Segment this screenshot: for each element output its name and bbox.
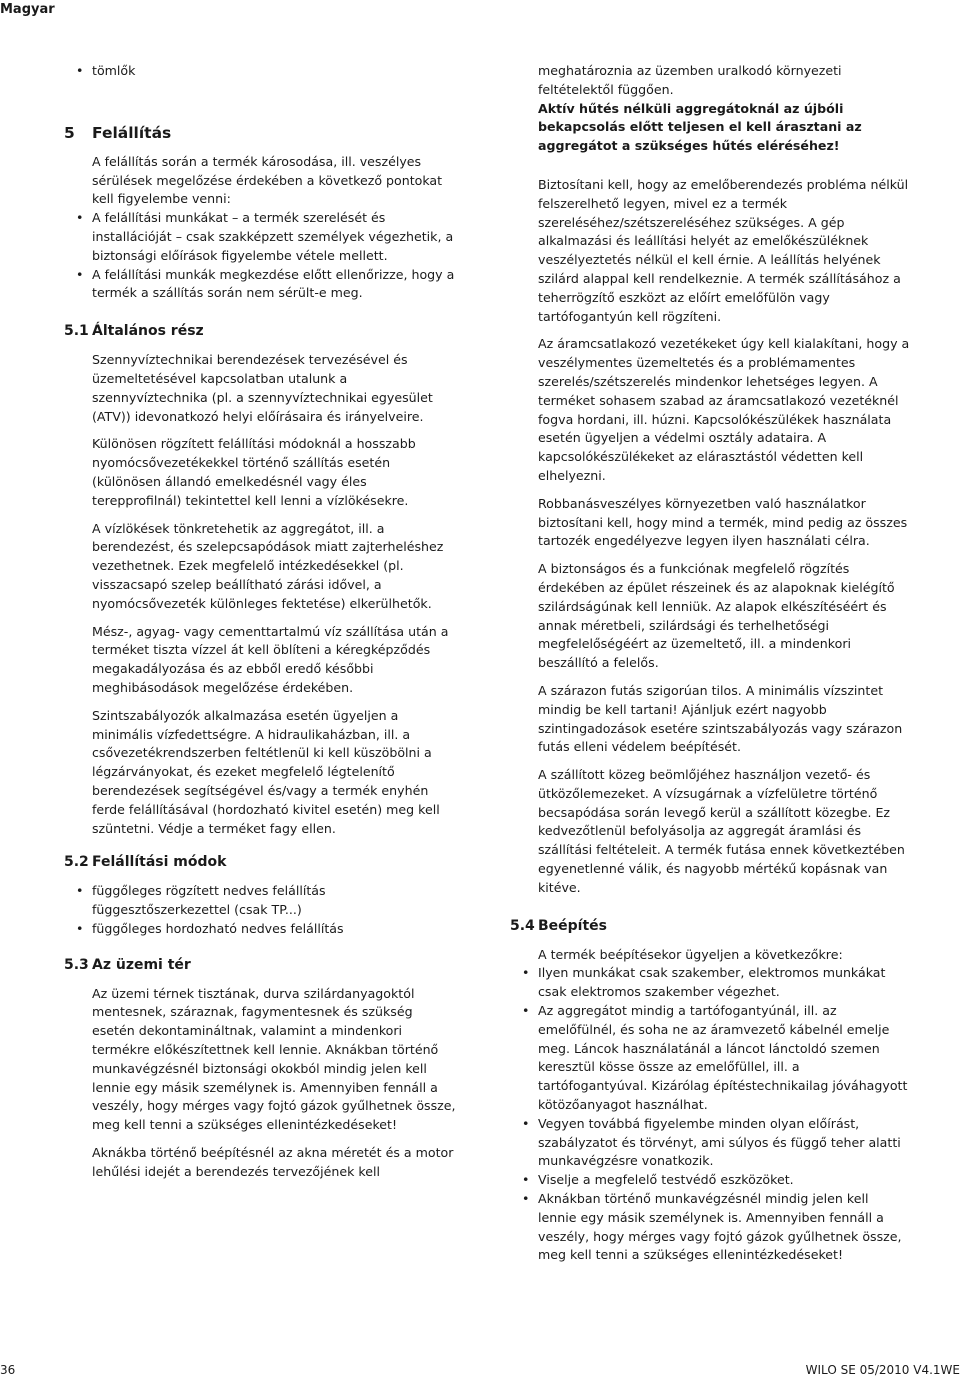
paragraph: A vízlökések tönkretehetik az aggregátot, ill. a berendezést, és szelepcsapódások miatt zajterheléshez vezethetnek. Ezek megfelelő intézkedésekkel (pl. visszacsapó szelep beállítható zárási idővel, a nyomócsővezeték különleges fektetése) elkerülhetők. xyxy=(92,520,444,611)
section-5-heading xyxy=(64,123,459,143)
list-item: • A felállítási munkák megkezdése előtt ellenőrizze, hogy a termék a szállítás során nem sérült-e meg. xyxy=(92,266,459,304)
paragraph: A szállított közeg beömlőjéhez használjon vezető- és ütközőlemezeket. A vízsugárnak a vízfelületre történő becsapódása során levegő kerül a szállított közegbe. Ez kedvezőtlenül befolyásolja az aggregát áramlási és szállítási feltételeit. A termék futása ennek következtében egyenetlenné válik, és nagyobb mértékű kopásnak van kitéve. xyxy=(538,767,905,895)
paragraph: A felállítás során a termék károsodása, ill. veszélyes sérülések megelőzése érdekében a következő pontokat kell figyelembe venni: xyxy=(92,153,443,207)
list-item: • Aknákban történő munkavégzésnél mindig jelen kell lennie egy másik személynek is. Amennyiben fennáll a veszély, hogy mérges vagy fojtó gázok gyűlhetnek össze, meg kell tenni a szükséges ellenintézkedéseket! xyxy=(538,1190,910,1265)
header-bar xyxy=(0,0,960,22)
list-item: • Vegyen továbbá figyelembe minden olyan előírást, szabályzatot és törvényt, ami súlyos és függő teher alatti munkavégzésre vonatkozik. xyxy=(538,1115,910,1171)
paragraph: A szárazon futás szigorúan tilos. A minimális vízszintet mindig be kell tartani! Ajánljuk ezért nagyobb szintingadozások esetére szintszabályozás vagy szárazon futás elleni védelem beépítését. xyxy=(538,682,903,755)
section-title: Felállítási módok xyxy=(92,854,227,871)
list-item: • Ilyen munkákat csak szakember, elektromos munkákat csak elektromos szakember végezhet. xyxy=(538,964,910,1002)
bullet-list xyxy=(64,209,459,303)
section-title: Felállítás xyxy=(92,123,172,142)
bullet-list xyxy=(64,882,459,938)
section-title: Az üzemi tér xyxy=(92,956,191,973)
section-number: 5 xyxy=(64,123,75,142)
section-number: 5.1 xyxy=(64,323,89,340)
section-number: 5.3 xyxy=(64,956,89,973)
paragraph: Az üzemi térnek tisztának, durva szilárdanyagoktól mentesnek, száraznak, fagymentesnek és szükség esetén dekontamináltnak, valamint a mindenkori termékre előkészítettnek kell lennie. Aknákban történő munkavégzésnél biztonsági okokból mindig jelen kell lennie egy másik személynek is. Amennyiben fennáll a veszély, hogy mérges vagy fojtó gázok gyűlhetnek össze, meg kell tenni a szükséges ellenintézkedéseket! xyxy=(92,985,456,1133)
section-5-1-heading xyxy=(64,321,459,341)
list-item: • Az aggregátot mindig a tartófogantyúnál, ill. az emelőfülnél, és soha ne az áramvezető kábelnél emelje meg. Láncok használatánál a láncot lánctoldó szemen keresztül kösse össze az emelőfüllel, ill. a tartófogantyúval. Kizárólag építéstechnikailag jóváhagyott kötözőanyagot használhat. xyxy=(538,1002,910,1115)
section-title: Általános rész xyxy=(92,323,204,340)
list-item: • Viselje a megfelelő testvédő eszközöket. xyxy=(538,1171,910,1190)
paragraph: Robbanásveszélyes környezetben való használatkor biztosítani kell, hogy mind a termék, mind pedig az összes tartozék engedélyezve legyen ilyen használati célra. xyxy=(538,495,908,549)
section-5-2-heading xyxy=(64,852,459,872)
bullet-list xyxy=(510,964,910,1265)
paragraph: Mész-, agyag- vagy cementtartalmú víz szállítása után a terméket tiszta vízzel át kell öblíteni a kéregképződés megakadályozása és az ebből eredő későbbi meghibásodások megelőzése érdekében. xyxy=(92,623,449,695)
list-item: • függőleges rögzített nedves felállítás függesztőszerkezettel (csak TP...) xyxy=(92,882,459,920)
language-label: Magyar xyxy=(0,2,55,17)
paragraph: Szintszabályozók alkalmazása esetén ügyeljen a minimális vízfedettségre. A hidraulikaházban, ill. a csővezetékrendszerben feltétlenül ki kell küszöbölni a légzárványokat, és ezeket megfelelő légtelenítő berendezések segítségével és/vagy a termék enyhén ferde felállításával (hordozható kivitel esetén) meg kell szüntetni. Védje a terméket fagy ellen. xyxy=(92,707,440,836)
paragraph: Szennyvíztechnikai berendezések tervezésével és üzemeltetésével kapcsolatban utalunk a szennyvíztechnika (pl. a szennyvíztechnikai egyesület (ATV)) idevonatkozó helyi előírásaira és irányelveire. xyxy=(92,352,433,424)
paragraph: meghatároznia az üzemben uralkodó környezeti feltételektől függően. xyxy=(538,63,842,97)
paragraph: A biztonságos és a funkciónak megfelelő rögzítés érdekében az épület részeinek és az alapoknak kielégítő szilárdságúnak kell lenniük. Az alapok elkészítéséért és annak méretbeli, szilárdsági és terhelhetőségi megfelelőségéért az üzemeltető, ill. a mindenkori beszállító a felelős. xyxy=(538,561,895,671)
paragraph: Az áramcsatlakozó vezetékeket úgy kell kialakítani, hogy a veszélymentes üzemeltetés és a problémamentes szerelés/szétszerelés mindenkor lehetséges legyen. A terméket sohasem szabad az áramcsatlakozó vezetéknél fogva hordani, ill. húzni. Kapcsolókészülékek használata esetén ügyeljen a védelmi osztály adataira. A kapcsolókészülékeket az elárasztástól védetten kell elhelyezni. xyxy=(538,336,910,483)
paragraph: A termék beépítésekor ügyeljen a következőkre: xyxy=(538,946,843,962)
warning-paragraph: Aktív hűtés nélküli aggregátoknál az újbóli bekapcsolás előtt teljesen el kell árasztani az aggregátot a szükséges hűtés eléréséhez! xyxy=(538,100,862,154)
section-5-4-heading xyxy=(510,916,910,936)
section-number: 5.2 xyxy=(64,854,89,871)
page-number: 36 xyxy=(0,1363,16,1377)
list-item: • tömlők xyxy=(92,62,459,81)
paragraph: Különösen rögzített felállítási módoknál a hosszabb nyomócsővezetékekkel történő szállítás esetén (különösen állandó emelkedésnél vagy éles terepprofilnál) tekintettel kell lenni a vízlökésekre. xyxy=(92,436,416,508)
section-title: Beépítés xyxy=(538,917,608,934)
list-item: • függőleges hordozható nedves felállítás xyxy=(92,920,459,939)
section-number: 5.4 xyxy=(510,917,535,934)
paragraph: Biztosítani kell, hogy az emelőberendezés probléma nélkül felszerelhető legyen, mivel ez a termék szereléséhez/szétszereléséhez szükséges. A gép alkalmazási és leállítási helyét az emelőkészüléknek veszélyeztetés nélkül el kell érnie. A leállítás helyének szilárd alappal kell rendelkeznie. A termék szállításához a teherrögzítő eszközt az előírt emelőfülön vagy tartófogantyún kell rögzíteni. xyxy=(538,176,909,324)
section-5-3-heading xyxy=(64,955,459,975)
right-column xyxy=(510,62,910,1274)
intro-bullet-list xyxy=(64,62,459,81)
list-item: • A felállítási munkákat – a termék szerelését és installációját – csak szakképzett személyek végezhetik, a biztonsági előírások figyelembe vétele mellett. xyxy=(92,209,459,265)
paragraph: Aknákba történő beépítésnél az akna méretét és a motor lehűlési idejét a berendezés tervezőjének kell xyxy=(92,1145,454,1179)
left-column xyxy=(64,62,459,1191)
document-reference: WILO SE 05/2010 V4.1WE xyxy=(805,1363,960,1377)
